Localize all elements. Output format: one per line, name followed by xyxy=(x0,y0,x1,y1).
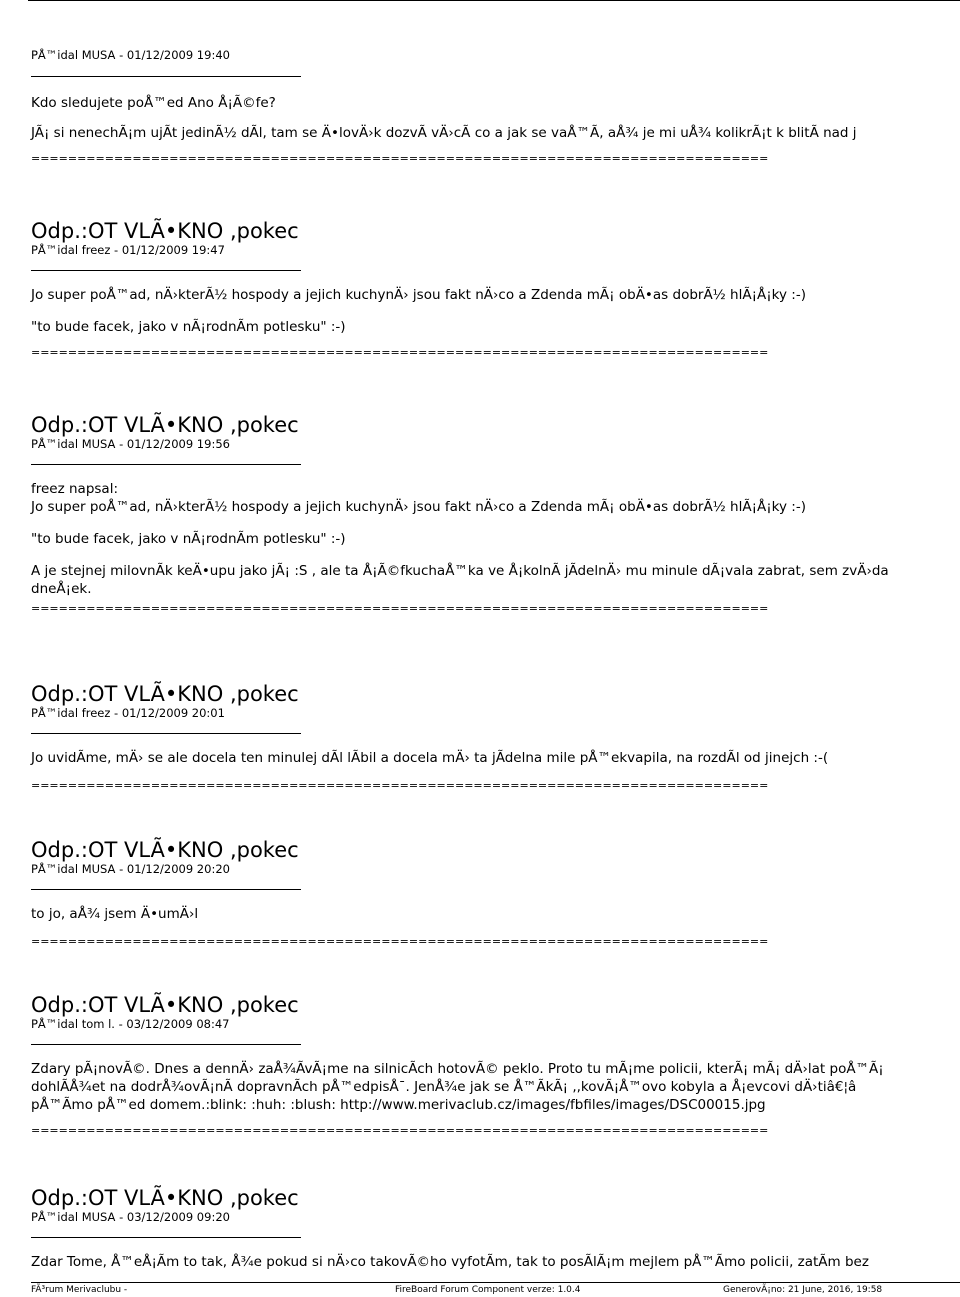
post-meta: PÅ™idal MUSA - 03/12/2009 09:20 xyxy=(31,1210,230,1224)
post-text: JÃ¡ si nenechÃ¡m ujÃt jedinÃ½ dÃl, tam se Ä•lovÄ›k dozvÃ vÄ›cÃ co a jak se vaÅ™Ã, aÅ¾ je mi uÅ¾ kolikrÃ¡t k blitÃ nad j xyxy=(31,125,857,141)
post-text: Zdar Tome, Å™eÅ¡Ãm to tak, Å¾e pokud si nÄ›co takovÃ©ho vyfotÃm, tak to posÃlÃ¡m mejlem pÅ™Ãmo policii, zatÃm bez xyxy=(31,1254,869,1270)
post-heading: Odp.:OT VLÃ•KNO ,pokec xyxy=(31,219,299,243)
post-text: A je stejnej milovnÃk keÄ•upu jako jÃ¡ :S , ale ta Å¡Ã©fkuchaÅ™ka ve Å¡kolnÃ jÃdelnÄ› mu minule dÃ¡vala zabrat, sem zvÄ›da xyxy=(31,563,889,579)
meta-rule xyxy=(31,889,301,890)
forum-post-7 xyxy=(31,1186,960,1271)
post-heading: Odp.:OT VLÃ•KNO ,pokec xyxy=(31,682,299,706)
post-meta: PÅ™idal MUSA - 01/12/2009 19:40 xyxy=(31,48,230,62)
post-meta: PÅ™idal freez - 01/12/2009 20:01 xyxy=(31,706,225,720)
post-meta: PÅ™idal freez - 01/12/2009 19:47 xyxy=(31,243,225,257)
meta-rule xyxy=(31,270,301,271)
post-text: Jo super poÅ™ad, nÄ›kterÃ½ hospody a jejich kuchynÄ› jsou fakt nÄ›co a Zdenda mÃ¡ obÄ•as dobrÃ½ hlÃ¡Å¡ky :-) xyxy=(31,499,806,515)
forum-post-6 xyxy=(31,993,960,1137)
post-text: dneÅ¡ek. xyxy=(31,581,92,597)
post-separator: ================================================================================ xyxy=(31,602,769,615)
footer-component-version: FireBoard Forum Component verze: 1.0.4 xyxy=(395,1285,581,1295)
post-heading: Odp.:OT VLÃ•KNO ,pokec xyxy=(31,838,299,862)
forum-post-5 xyxy=(31,838,960,948)
post-meta: PÅ™idal tom l. - 03/12/2009 08:47 xyxy=(31,1017,230,1031)
post-text: Kdo sledujete poÅ™ed Ano Å¡Ã©fe? xyxy=(31,95,276,111)
post-heading: Odp.:OT VLÃ•KNO ,pokec xyxy=(31,413,299,437)
post-text: dohlÃÅ¾et na dodrÅ¾ovÃ¡nÃ dopravnÃch pÅ™edpisÅ¯. JenÅ¾e jak se Å™ÃkÃ¡ ,,kovÃ¡Å™ovo kobyla a Å¡evcovi dÄ›tiâ€¦â xyxy=(31,1079,857,1095)
footer-rule xyxy=(31,1282,960,1283)
footer-generated-date: GenerovÃ¡no: 21 June, 2016, 19:58 xyxy=(723,1285,883,1295)
meta-rule xyxy=(31,464,301,465)
meta-rule xyxy=(31,76,301,77)
forum-post-4 xyxy=(31,682,960,792)
post-text: Jo uvidÃme, mÄ› se ale docela ten minulej dÃl lÃbil a docela mÄ› ta jÃdelna mile pÅ™ekvapila, na rozdÃl od jinejch :-( xyxy=(31,750,829,766)
footer-forum-name: FÃ³rum Merivaclubu - xyxy=(31,1285,128,1295)
post-text: to jo, aÅ¾ jsem Ä•umÄ›l xyxy=(31,906,199,922)
post-text: pÅ™Ãmo pÅ™ed domem.:blink: :huh: :blush: http://www.merivaclub.cz/images/fbfiles/images/DSC00015.jpg xyxy=(31,1097,766,1113)
meta-rule xyxy=(31,733,301,734)
forum-post-1 xyxy=(31,48,960,165)
post-heading: Odp.:OT VLÃ•KNO ,pokec xyxy=(31,1186,299,1210)
forum-post-3 xyxy=(31,413,960,615)
top-border xyxy=(28,0,960,1)
post-meta: PÅ™idal MUSA - 01/12/2009 20:20 xyxy=(31,862,230,876)
post-text: "to bude facek, jako v nÃ¡rodnÃm potlesku" :-) xyxy=(31,319,346,335)
quote-label: freez napsal: xyxy=(31,481,118,497)
post-separator: ================================================================================ xyxy=(31,935,769,948)
post-heading: Odp.:OT VLÃ•KNO ,pokec xyxy=(31,993,299,1017)
post-separator: ================================================================================ xyxy=(31,346,769,359)
post-text: "to bude facek, jako v nÃ¡rodnÃm potlesku" :-) xyxy=(31,531,346,547)
post-text: Jo super poÅ™ad, nÄ›kterÃ½ hospody a jejich kuchynÄ› jsou fakt nÄ›co a Zdenda mÃ¡ obÄ•as dobrÃ½ hlÃ¡Å¡ky :-) xyxy=(31,287,806,303)
forum-post-2 xyxy=(31,219,960,359)
post-separator: ================================================================================ xyxy=(31,152,769,165)
meta-rule xyxy=(31,1237,301,1238)
post-meta: PÅ™idal MUSA - 01/12/2009 19:56 xyxy=(31,437,230,451)
post-separator: ================================================================================ xyxy=(31,779,769,792)
post-text: Zdary pÃ¡novÃ©. Dnes a dennÄ› zaÅ¾ÃvÃ¡me na silnicÃch hotovÃ© peklo. Proto tu mÃ¡me policii, kterÃ¡ mÃ¡ dÄ›lat poÅ™Ã¡ xyxy=(31,1061,884,1077)
meta-rule xyxy=(31,1044,301,1045)
post-separator: ================================================================================ xyxy=(31,1124,769,1137)
